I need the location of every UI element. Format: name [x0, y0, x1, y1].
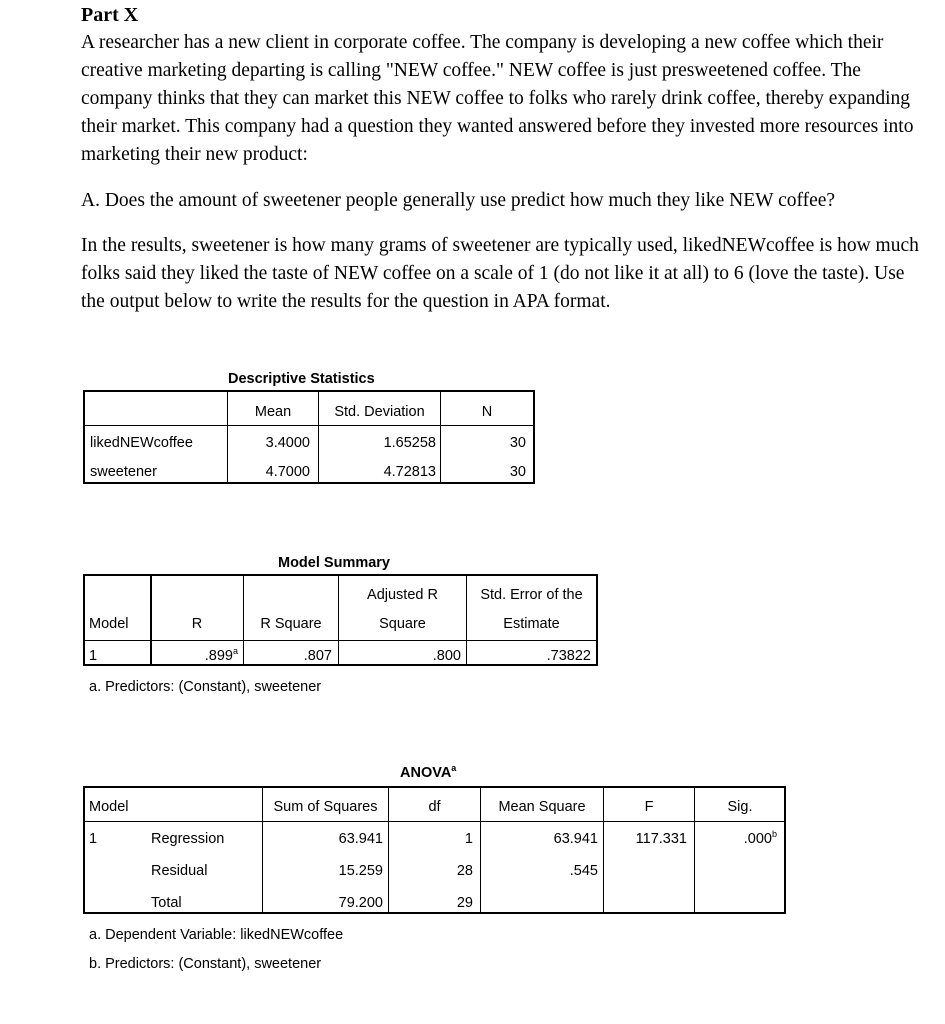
adjusted-r-square-value: .800 [432, 648, 461, 664]
df-value: 1 [464, 831, 473, 847]
ms-value: .545 [569, 863, 598, 879]
sd-value: 1.65258 [383, 435, 436, 451]
header-std-error-line1: Std. Error of the [480, 587, 583, 603]
divider [83, 425, 535, 426]
r-value: .899$^a$ [204, 646, 238, 664]
header-model: Model [89, 616, 129, 632]
row-label: Residual [151, 863, 208, 879]
header-adjusted-r-square-line1: Adjusted R [367, 587, 438, 603]
header-mean: Mean [254, 404, 292, 420]
model-number: 1 [89, 648, 98, 664]
sig-value: .000$^b$ [743, 829, 777, 847]
footnote-marker: a [451, 763, 457, 774]
f-value: 117.331 [635, 831, 687, 847]
ss-value: 79.200 [338, 895, 383, 911]
header-adjusted-r-square-line2: Square [379, 616, 426, 632]
header-sum-of-squares: Sum of Squares [273, 799, 378, 815]
row-label: Total [151, 895, 182, 911]
header-r-square: R Square [260, 616, 322, 632]
n-value: 30 [509, 464, 526, 480]
n-value: 30 [509, 435, 526, 451]
ss-value: 63.941 [338, 831, 383, 847]
header-n: N [481, 404, 493, 420]
divider [83, 640, 598, 641]
sd-value: 4.72813 [383, 464, 436, 480]
instructions-paragraph: In the results, sweetener is how many grams of sweetener are typically used, likedNEWcoffee is how much folks said they liked the taste of NEW coffee on a scale of 1 (do not like it at all) to 6 (love the taste). Use the output below to write the results for the question in APA format. [81, 235, 919, 312]
header-model: Model [89, 799, 129, 815]
mean-value: 3.4000 [265, 435, 310, 451]
header-mean-square: Mean Square [498, 799, 586, 815]
df-value: 29 [456, 895, 473, 911]
ss-value: 15.259 [338, 863, 383, 879]
anova-title: ANOVA$^a$ [400, 763, 457, 781]
header-f: F [644, 799, 654, 815]
footnote-marker: a [232, 646, 238, 657]
anova-footnote-b: b. Predictors: (Constant), sweetener [89, 956, 322, 972]
descriptives-title: Descriptive Statistics [228, 371, 375, 387]
anova-footnote-a: a. Dependent Variable: likedNEWcoffee [89, 927, 344, 943]
footnote-marker: b [771, 829, 777, 840]
header-df: df [428, 799, 441, 815]
part-title: Part X [81, 4, 139, 26]
header-sig: Sig. [727, 799, 753, 815]
row-label: Regression [151, 831, 225, 847]
row-label: sweetener [90, 464, 157, 480]
divider [83, 821, 786, 822]
model-summary-footnote: a. Predictors: (Constant), sweetener [89, 679, 322, 695]
ms-value: 63.941 [553, 831, 598, 847]
row-label: likedNEWcoffee [90, 435, 193, 451]
mean-value: 4.7000 [265, 464, 310, 480]
std-error-value: .73822 [546, 648, 591, 664]
r-square-value: .807 [303, 648, 332, 664]
intro-paragraph: A researcher has a new client in corporate coffee. The company is developing a new coffee which their creative marketing departing is calling "NEW coffee." NEW coffee is just presweetened coffee. The company thinks that they can market this NEW coffee to folks who rarely drink coffee, thereby expanding their market. This company had a question they wanted answered before they invested more resources into marketing their new product: [81, 32, 914, 165]
research-question: A. Does the amount of sweetener people generally use predict how much they like NEW coffee? [81, 190, 836, 211]
model-summary-title: Model Summary [278, 555, 390, 571]
header-r: R [191, 616, 203, 632]
df-value: 28 [456, 863, 473, 879]
header-std-error-line2: Estimate [503, 616, 560, 632]
header-std-deviation: Std. Deviation [334, 404, 425, 420]
model-number: 1 [89, 831, 98, 847]
